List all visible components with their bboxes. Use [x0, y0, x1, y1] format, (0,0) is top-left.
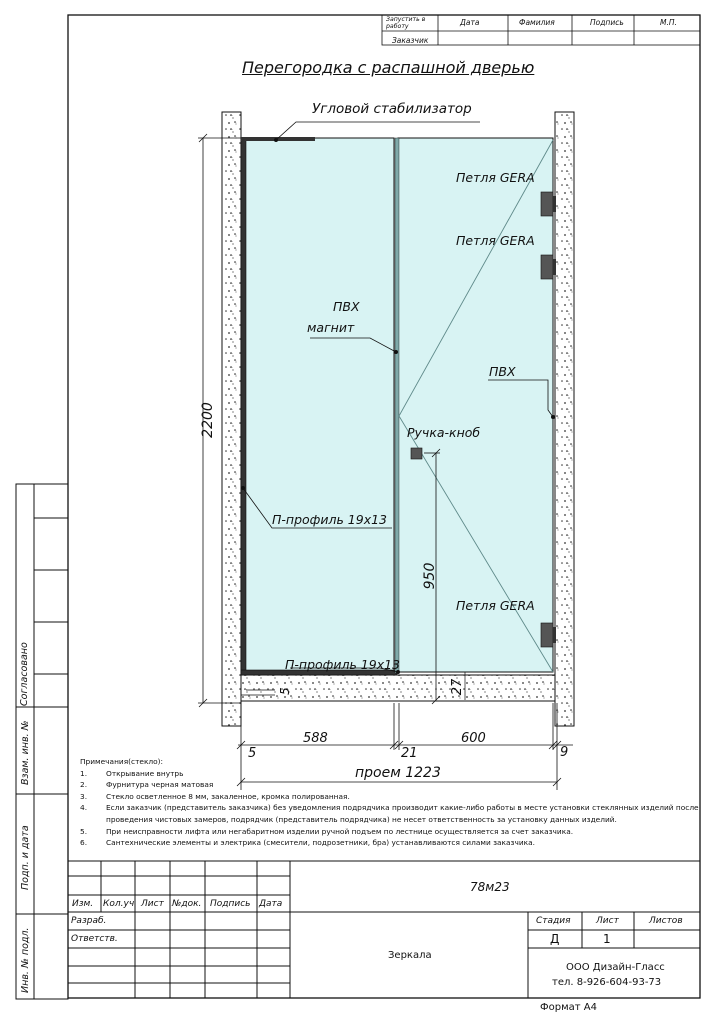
sheet-format: Формат А4: [540, 1002, 597, 1013]
notes-header: Примечания(стекло):: [80, 757, 164, 766]
tb-sheet-value: 1: [603, 932, 611, 946]
side-label-sign-date: Подп. и дата: [20, 825, 31, 890]
company-name: ООО Дизайн-Гласс: [566, 962, 665, 973]
notes-block: [80, 756, 700, 849]
tb-header-list: Лист: [141, 899, 164, 909]
pvc-magnet-profile: [395, 138, 399, 673]
right-wall: [555, 112, 574, 726]
width-right-dim: 600: [461, 731, 486, 746]
tb-sheet-header: Лист: [596, 916, 619, 926]
corner-stabilizer-label: Угловой стабилизатор: [312, 101, 472, 117]
gap-left-dim-text: 5: [278, 687, 292, 695]
right-offset-dim: 9: [560, 745, 569, 760]
note-item: 3. Стекло осветленное 8 мм, закаленное, кромка полированная.: [80, 791, 350, 801]
stamp-launch-label: Запустить в работу: [386, 16, 426, 30]
hinge-2-icon: [541, 255, 553, 279]
tb-stage-header: Стадия: [536, 916, 571, 926]
hinge-1-icon: [541, 192, 553, 216]
tb-row-razrab: Разраб.: [71, 916, 107, 926]
product-name: Зеркала: [388, 950, 432, 961]
hinge-3-plate: [553, 627, 556, 643]
left-offset-dim: 5: [248, 746, 257, 761]
note-item: 1. Открывание внутрь: [80, 768, 184, 778]
hinge-3-label: Петля GERA: [456, 598, 535, 613]
opening-dim: проем 1223: [355, 765, 441, 781]
tb-header-koluch: Кол.уч: [103, 899, 135, 909]
tb-header-data: Дата: [259, 899, 283, 909]
note-item: 5. При неисправности лифта или негабаритном изделии ручной подъем по лестнице осуществляется за счет заказчика.: [80, 826, 574, 836]
corner-stabilizer-bar: [241, 137, 315, 141]
hinge-1-label: Петля GERA: [456, 170, 535, 185]
fixed-glass-panel: [241, 138, 394, 673]
tb-stage-value: Д: [550, 932, 560, 946]
drawing-code: 78м23: [470, 880, 510, 894]
drawing-title: Перегородка с распашной дверью: [242, 58, 535, 77]
tb-row-otvetstv: Ответств.: [71, 934, 118, 944]
note-item: 2. Фурнитура черная матовая: [80, 780, 214, 790]
side-label-inv-orig: Инв. № подл.: [20, 927, 31, 993]
hinge-2-plate: [553, 259, 556, 275]
hinge-3-icon: [541, 623, 553, 647]
hinge-1-plate: [553, 196, 556, 212]
pvc-magnet-label-line2: магнит: [307, 320, 355, 335]
tb-header-podpis: Подпись: [210, 899, 251, 909]
u-profile-left: [241, 138, 246, 675]
side-label-agreed: Согласовано: [19, 642, 30, 706]
stamp-mp-label: М.П.: [660, 18, 677, 27]
hinge-2-label: Петля GERA: [456, 233, 535, 248]
pvc-label: ПВХ: [489, 364, 516, 379]
handle-label: Ручка-кноб: [407, 425, 481, 440]
company-phone: тел. 8-926-604-93-73: [552, 977, 662, 988]
door-glass-panel: [398, 138, 553, 672]
gap-bottom-dim-text: 27: [450, 678, 465, 696]
stamp-signature-label: Подпись: [590, 18, 624, 27]
handle-height-dim-text: 950: [422, 562, 438, 590]
stamp-date-label: Дата: [460, 18, 480, 27]
left-wall: [222, 112, 241, 726]
pvc-magnet-label-line1: ПВХ: [333, 299, 360, 314]
side-label-replace-inv: Взам. инв. №: [20, 720, 31, 785]
u-profile-label-2: П-профиль 19х13: [285, 657, 401, 672]
tb-sheets-header: Листов: [649, 916, 683, 926]
tb-header-ndok: №док.: [172, 899, 202, 909]
gap-mid-dim: 21: [401, 746, 418, 761]
note-item: 6. Сантехнические элементы и электрика (смесители, подрозетники, бра) устанавливаются силами заказчика.: [80, 838, 535, 848]
stamp-surname-label: Фамилия: [519, 18, 555, 27]
note-item: 4. Если заказчик (представитель заказчика) без уведомления подрядчика производит какие-либо работы в месте установки стеклянных изделий после проведения чистовых замеров, подрядчик (представитель подрядчика) не несет ответственность за установку данных изделий.: [80, 803, 699, 824]
tb-header-izm: Изм.: [72, 899, 94, 909]
handle-knob-icon: [411, 448, 422, 459]
u-profile-label-1: П-профиль 19х13: [272, 512, 388, 527]
height-dim-text: 2200: [200, 402, 216, 438]
width-left-dim: 588: [303, 731, 328, 746]
stamp-customer-label: Заказчик: [392, 36, 429, 45]
